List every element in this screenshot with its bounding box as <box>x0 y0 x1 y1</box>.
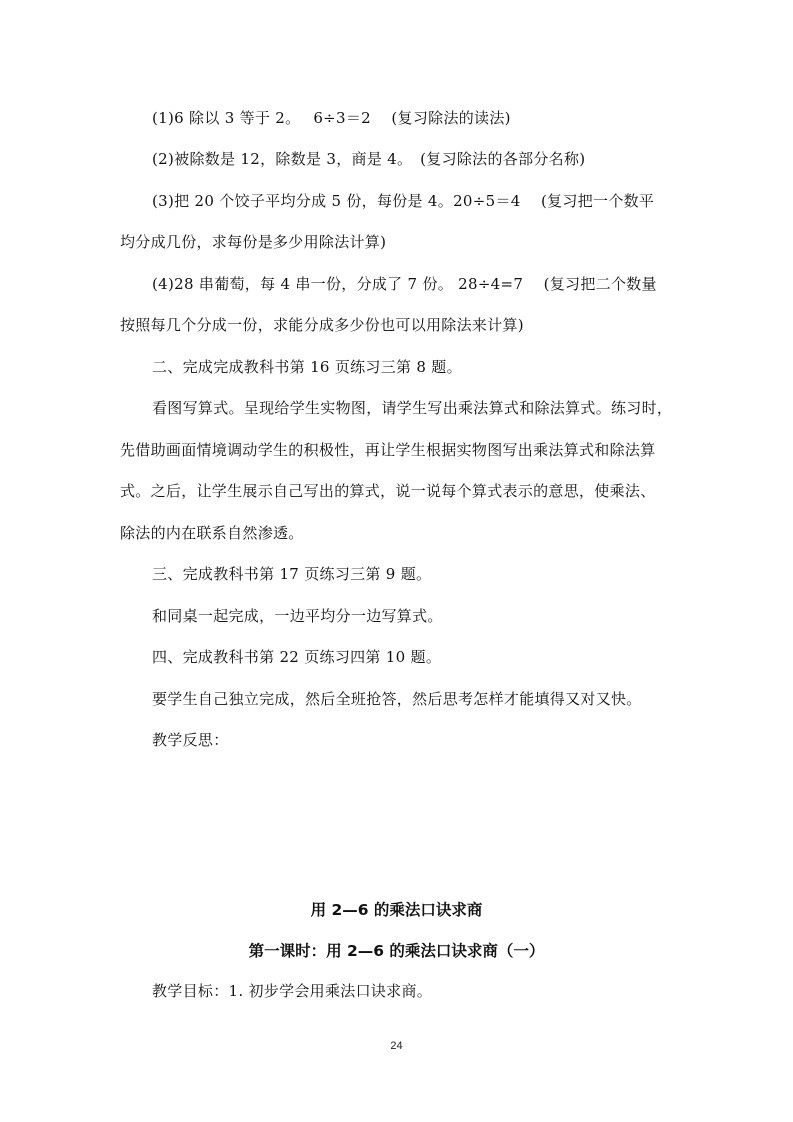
section-subtitle: 第一课时：用 2—6 的乘法口诀求商（一） <box>248 942 545 960</box>
page-number: 24 <box>390 1040 403 1052</box>
paragraph-line: 先借助画面情境调动学生的积极性，再让学生根据实物图写出乘法算式和除法算 <box>120 441 656 459</box>
paragraph-line: 教学反思： <box>152 731 229 749</box>
paragraph-line: 四、完成教科书第 22 页练习四第 10 题。 <box>152 648 442 666</box>
paragraph-line: (1)6 除以 3 等于 2。 6÷3＝2 (复习除法的读法) <box>152 109 511 127</box>
paragraph-line: 均分成几份，求每份是多少用除法计算) <box>120 233 387 251</box>
paragraph-line: 要学生自己独立完成，然后全班抢答，然后思考怎样才能填得又对又快。 <box>152 690 642 708</box>
teaching-goal: 教学目标：1. 初步学会用乘法口诀求商。 <box>152 982 433 1000</box>
paragraph-line: (4)28 串葡萄，每 4 串一份，分成了 7 份。 28÷4=7 (复习把二个数量 <box>152 275 657 293</box>
section-title: 用 2—6 的乘法口诀求商 <box>310 901 483 919</box>
paragraph-line: 按照每几个分成一份，求能分成多少份也可以用除法来计算) <box>120 316 524 334</box>
paragraph-line: 除法的内在联系自然渗透。 <box>120 524 304 542</box>
paragraph-line: (3)把 20 个饺子平均分成 5 份，每份是 4。20÷5＝4 (复习把一个数平 <box>152 192 655 210</box>
paragraph-line: 三、完成教科书第 17 页练习三第 9 题。 <box>152 565 432 583</box>
paragraph-line: 二、完成完成教科书第 16 页练习三第 8 题。 <box>152 358 462 376</box>
paragraph-line: 和同桌一起完成，一边平均分一边写算式。 <box>152 607 443 625</box>
paragraph-line: 看图写算式。呈现给学生实物图，请学生写出乘法算式和除法算式。练习时， <box>152 399 673 417</box>
paragraph-line: (2)被除数是 12，除数是 3，商是 4。 (复习除法的各部分名称) <box>152 150 586 168</box>
paragraph-line: 式。之后，让学生展示自己写出的算式，说一说每个算式表示的意思，使乘法、 <box>120 482 656 500</box>
